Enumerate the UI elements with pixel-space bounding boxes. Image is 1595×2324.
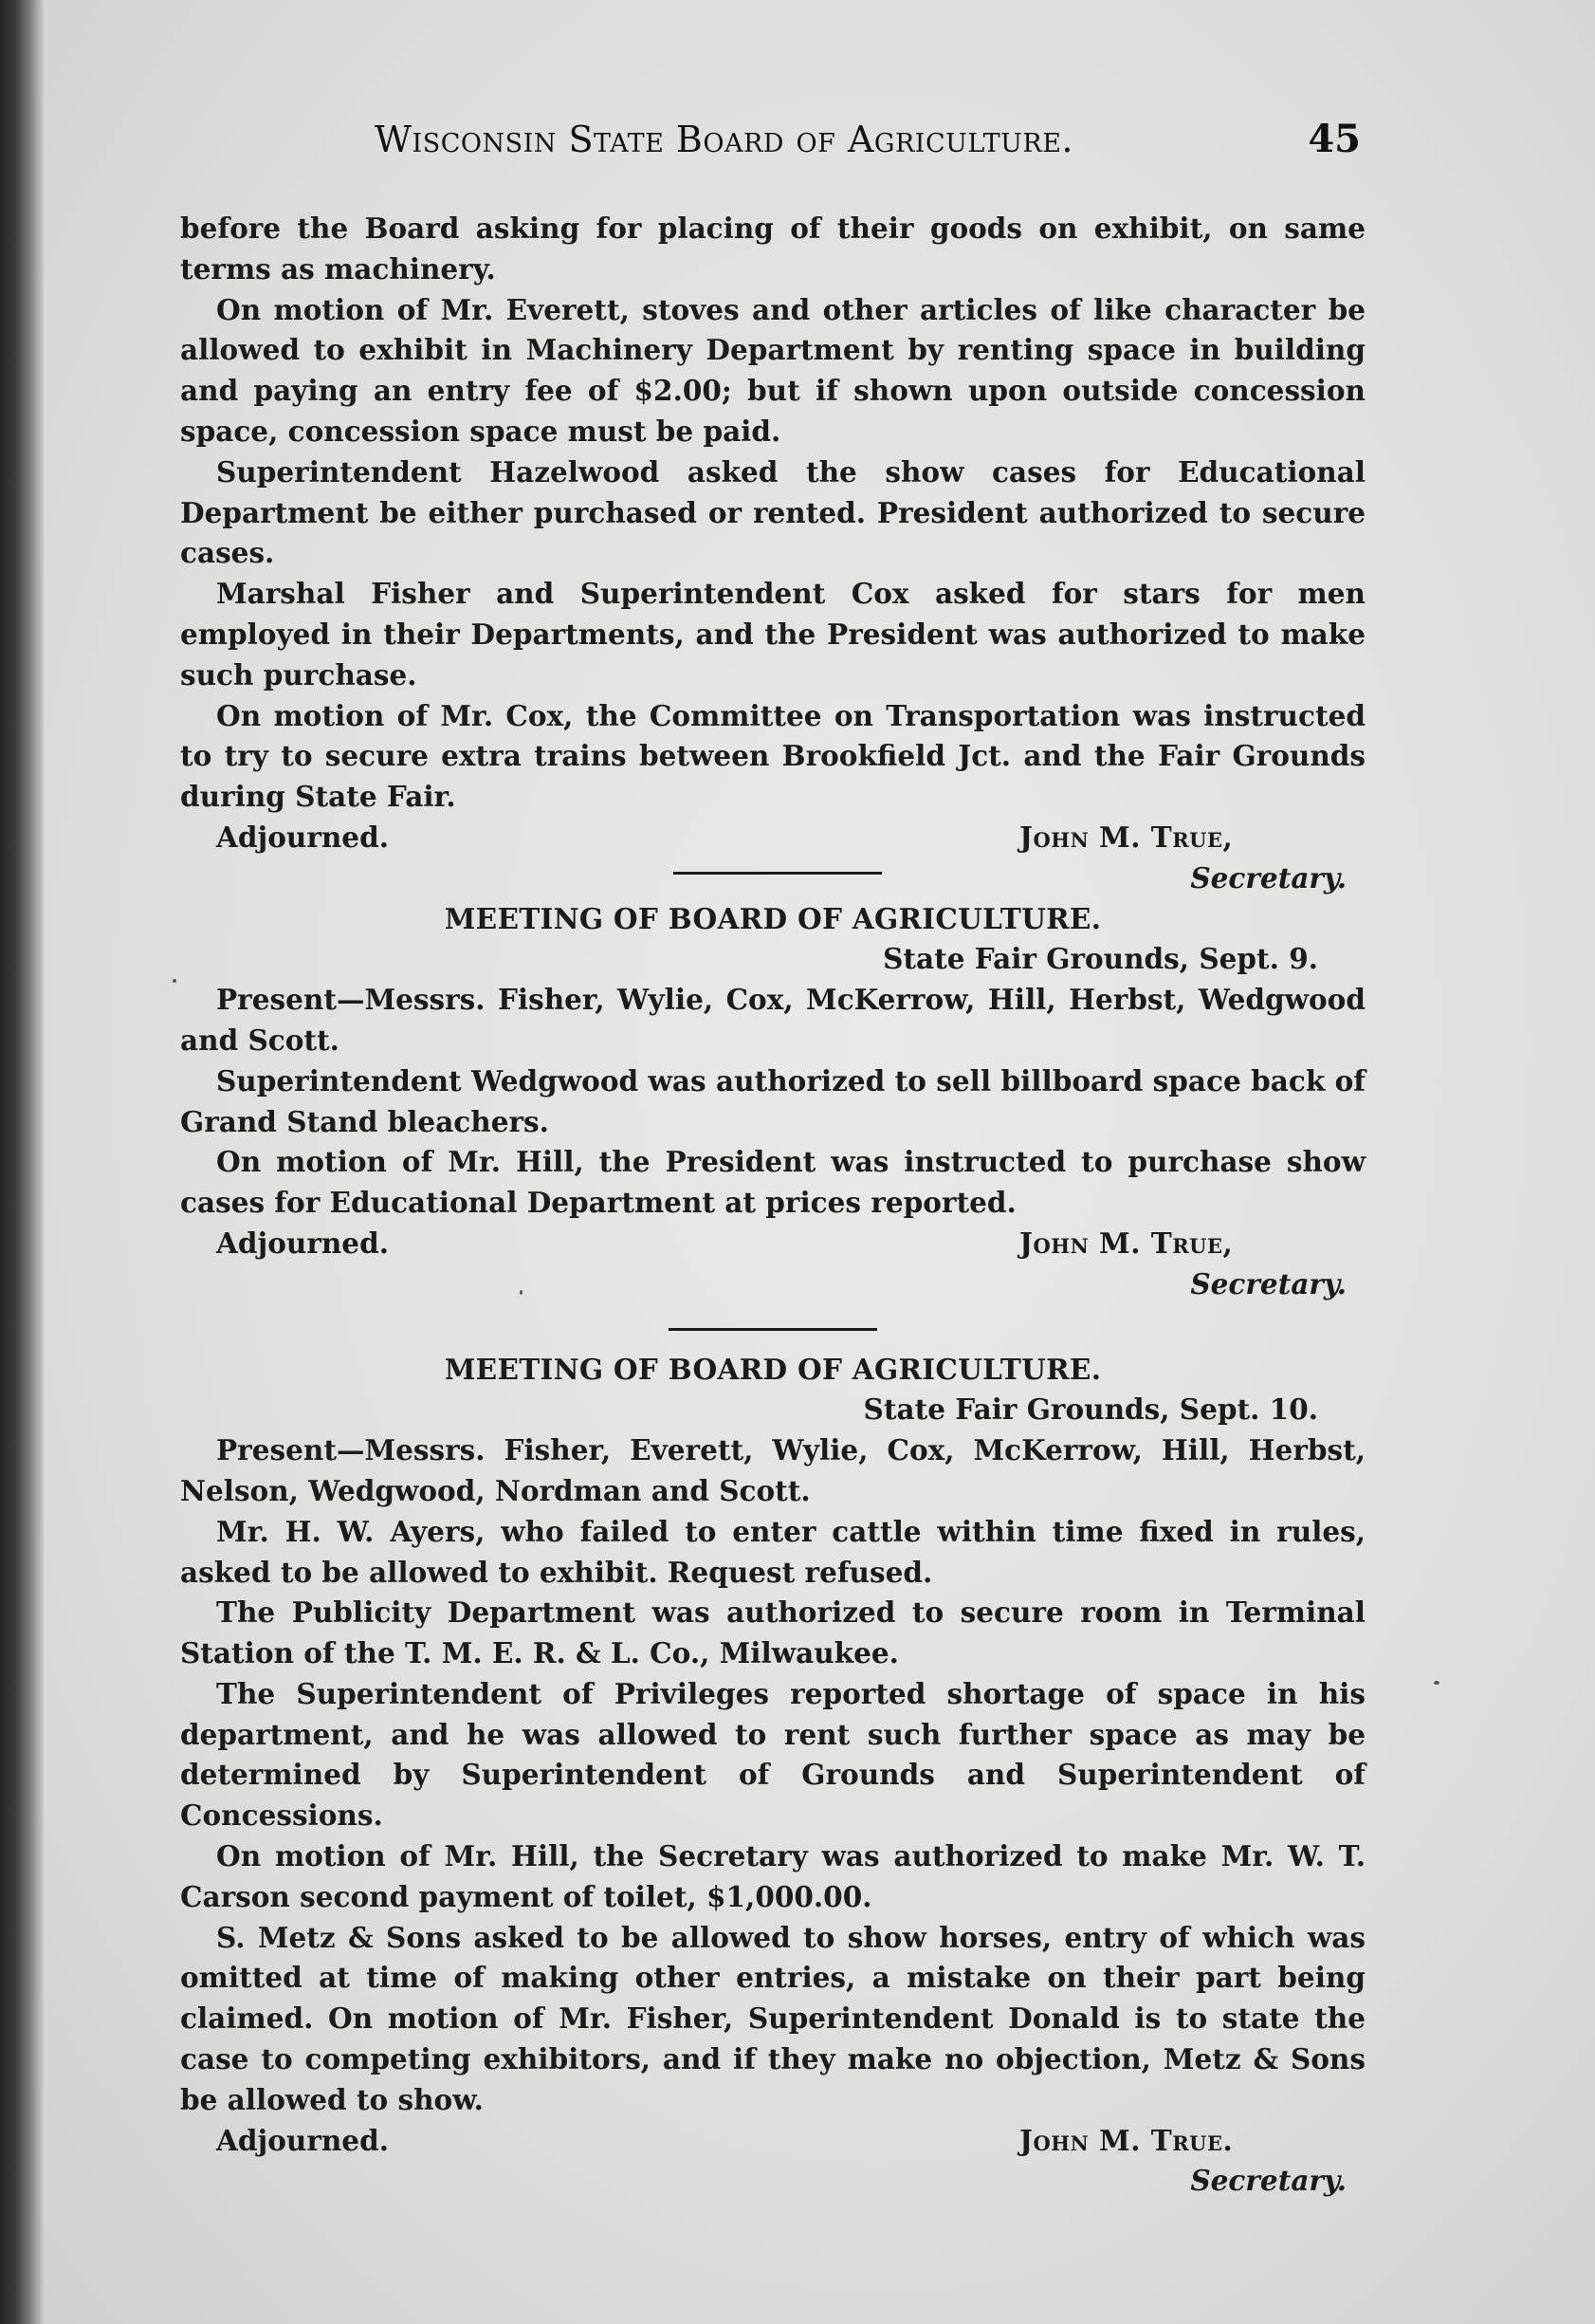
- adjourned-text: Adjourned.: [216, 1226, 389, 1260]
- paragraph: Superintendent Wedgwood was authorized to sell billboard space back of Grand Stand bleachers.: [180, 1063, 1366, 1138]
- meeting-heading: MEETING OF BOARD OF AGRICULTURE.: [444, 901, 1102, 935]
- paragraph: Marshal Fisher and Superintendent Cox asked for stars for men employed in their Departments, and the President was authorized to make such purchase.: [180, 577, 1366, 692]
- paragraph: On motion of Mr. Hill, the Secretary was authorized to make Mr. W. T. Carson second payment of toilet, $1,000.00.: [180, 1839, 1366, 1913]
- meeting-heading: MEETING OF BOARD OF AGRICULTURE.: [444, 1352, 1102, 1386]
- paragraph: On motion of Mr. Cox, the Committee on Transportation was instructed to try to secure extra trains between Brookfield Jct. and the Fair Grounds during State Fair.: [180, 698, 1366, 814]
- secretary-name: John M. True,: [1019, 1226, 1234, 1260]
- print-speck: [520, 1290, 522, 1295]
- paragraph: Mr. H. W. Ayers, who failed to enter cattle within time fixed in rules, asked to be allowed to exhibit. Request refused.: [180, 1514, 1366, 1589]
- secretary-name: John M. True,: [1019, 820, 1234, 854]
- adjourned-text: Adjourned.: [216, 2123, 389, 2157]
- signature-row: [180, 2121, 1366, 2162]
- meeting-dateline: State Fair Grounds, Sept. 9.: [883, 942, 1318, 976]
- book-binding-shadow: [0, 0, 44, 2324]
- paragraph: On motion of Mr. Everett, stoves and other articles of like character be allowed to exhibit in Machinery Department by renting space in building and paying an entry fee of $2.00; but if shown upon outside concession space, concession space must be paid.: [180, 292, 1366, 448]
- paragraph: Superintendent Hazelwood asked the show cases for Educational Department be either purchased or rented. President authorized to secure cases.: [180, 454, 1366, 570]
- adjourned-text: Adjourned.: [216, 820, 389, 854]
- paragraph: S. Metz & Sons asked to be allowed to show horses, entry of which was omitted at time of making other entries, a mistake on their part being claimed. On motion of Mr. Fisher, Superintendent Donald is to state the case to competing exhibitors, and if they make no objection, Metz & Sons be allowed to show.: [180, 1920, 1366, 2116]
- signature-title-row: [180, 1264, 1366, 1305]
- meeting-dateline: State Fair Grounds, Sept. 10.: [863, 1393, 1318, 1427]
- secretary-name: John M. True.: [1019, 2123, 1234, 2157]
- paragraph: The Publicity Department was authorized to secure room in Terminal Station of the T. M. E. R. & L. Co., Milwaukee.: [180, 1595, 1366, 1670]
- page-number: 45: [1308, 117, 1361, 161]
- page-header: [375, 119, 1361, 175]
- page-body: [180, 209, 1366, 2202]
- signature-row: [180, 1224, 1366, 1264]
- signature-row: [180, 818, 1366, 858]
- secretary-title: Secretary.: [1190, 2164, 1347, 2198]
- paragraph: Present—Messrs. Fisher, Everett, Wylie, Cox, McKerrow, Hill, Herbst, Nelson, Wedgwood, Nordman and Scott.: [180, 1433, 1366, 1507]
- paragraph: On motion of Mr. Hill, the President was instructed to purchase show cases for Educational Department at prices reported.: [180, 1145, 1366, 1220]
- running-title: Wisconsin State Board of Agriculture.: [375, 119, 1073, 160]
- paragraph: Present—Messrs. Fisher, Wylie, Cox, McKerrow, Hill, Herbst, Wedgwood and Scott.: [180, 983, 1366, 1057]
- signature-title-row: [180, 2161, 1366, 2202]
- secretary-title: Secretary.: [1190, 860, 1347, 895]
- signature-title-row: [180, 858, 1366, 899]
- secretary-title: Secretary.: [1190, 1266, 1347, 1300]
- paragraph: before the Board asking for placing of their goods on exhibit, on same terms as machinery.: [180, 212, 1366, 286]
- section-divider: [673, 872, 882, 875]
- print-speck: [173, 979, 176, 983]
- paragraph: The Superintendent of Privileges reported shortage of space in his department, and he was allowed to rent such further space as may be determined by Superintendent of Grounds and Superintendent of Concessions.: [180, 1676, 1366, 1833]
- print-speck: [1434, 1681, 1439, 1685]
